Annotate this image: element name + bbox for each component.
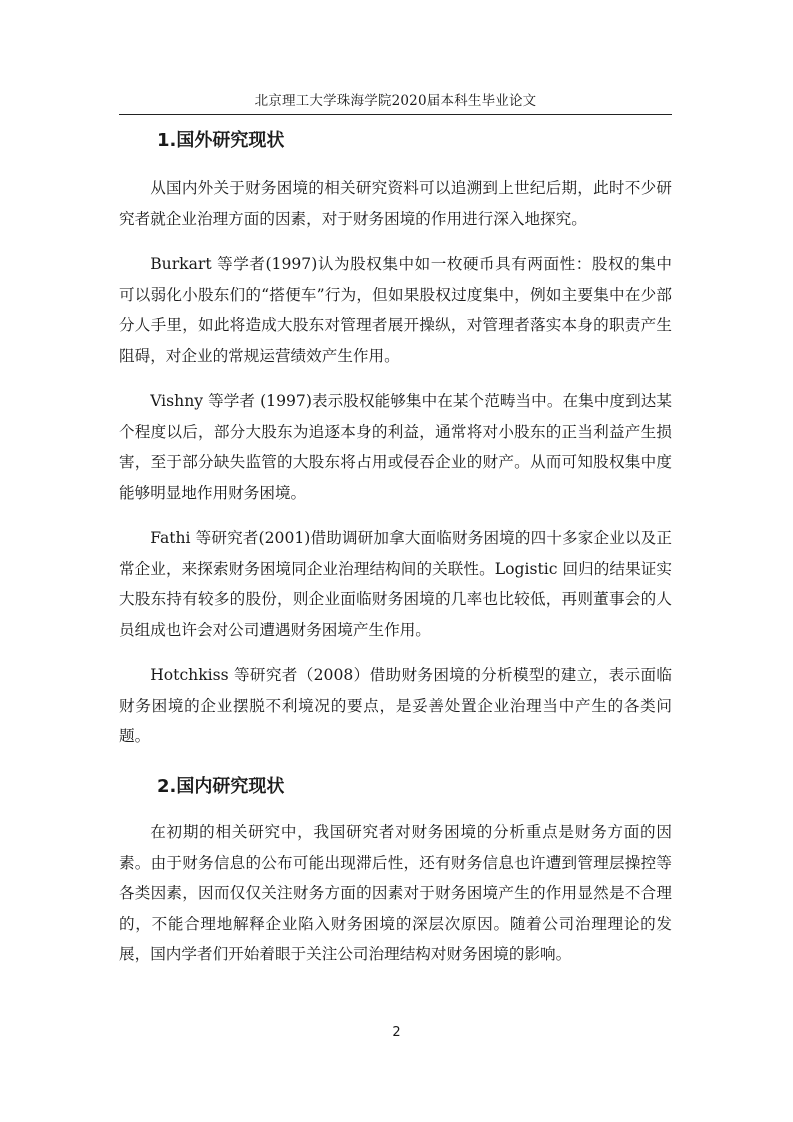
section-heading-foreign-research: 1.国外研究现状 [157,130,285,151]
paragraph: Fathi 等研究者(2001)借助调研加拿大面临财务困境的四十多家企业以及正常企业，来探索财务困境同企业治理结构间的关联性。Logistic 回归的结果证实大股东持有较多的股份，则企业面临财务困境的几率也比较低，再则董事会的人员组成也许会对公司遭遇财务困境产生作用。 [119,529,672,639]
page-header [119,92,672,115]
paragraph: Hotchkiss 等研究者（2008）借助财务困境的分析模型的建立，表示面临财务困境的企业摆脱不利境况的要点，是妥善处置企业治理当中产生的各类问题。 [119,666,672,745]
header-title: 北京理工大学珠海学院2020届本科生毕业论文 [254,93,537,109]
paragraph: 从国内外关于财务困境的相关研究资料可以追溯到上世纪后期，此时不少研究者就企业治理方面的因素，对于财务困境的作用进行深入地探究。 [119,179,672,228]
paragraph: Vishny 等学者 (1997)表示股权能够集中在某个范畴当中。在集中度到达某个程度以后，部分大股东为追逐本身的利益，通常将对小股东的正当利益产生损害，至于部分缺失监管的大股东将占用或侵吞企业的财产。从而可知股权集中度能够明显地作用财务困境。 [119,392,672,502]
paragraph: Burkart 等学者(1997)认为股权集中如一枚硬币具有两面性：股权的集中可以弱化小股东们的“搭便车”行为，但如果股权过度集中，例如主要集中在少部分人手里，如此将造成大股东对管理者展开操纵，对管理者落实本身的职责产生阻碍，对企业的常规运营绩效产生作用。 [119,255,672,365]
section-heading-domestic-research: 2.国内研究现状 [157,776,285,797]
paragraph: 在初期的相关研究中，我国研究者对财务困境的分析重点是财务方面的因素。由于财务信息的公布可能出现滞后性，还有财务信息也许遭到管理层操控等各类因素，因而仅仅关注财务方面的因素对于财务困境产生的作用显然是不合理的，不能合理地解释企业陷入财务困境的深层次原因。随着公司治理理论的发展，国内学者们开始着眼于关注公司治理结构对财务困境的影响。 [119,823,672,963]
page-number: 2 [392,1025,401,1040]
